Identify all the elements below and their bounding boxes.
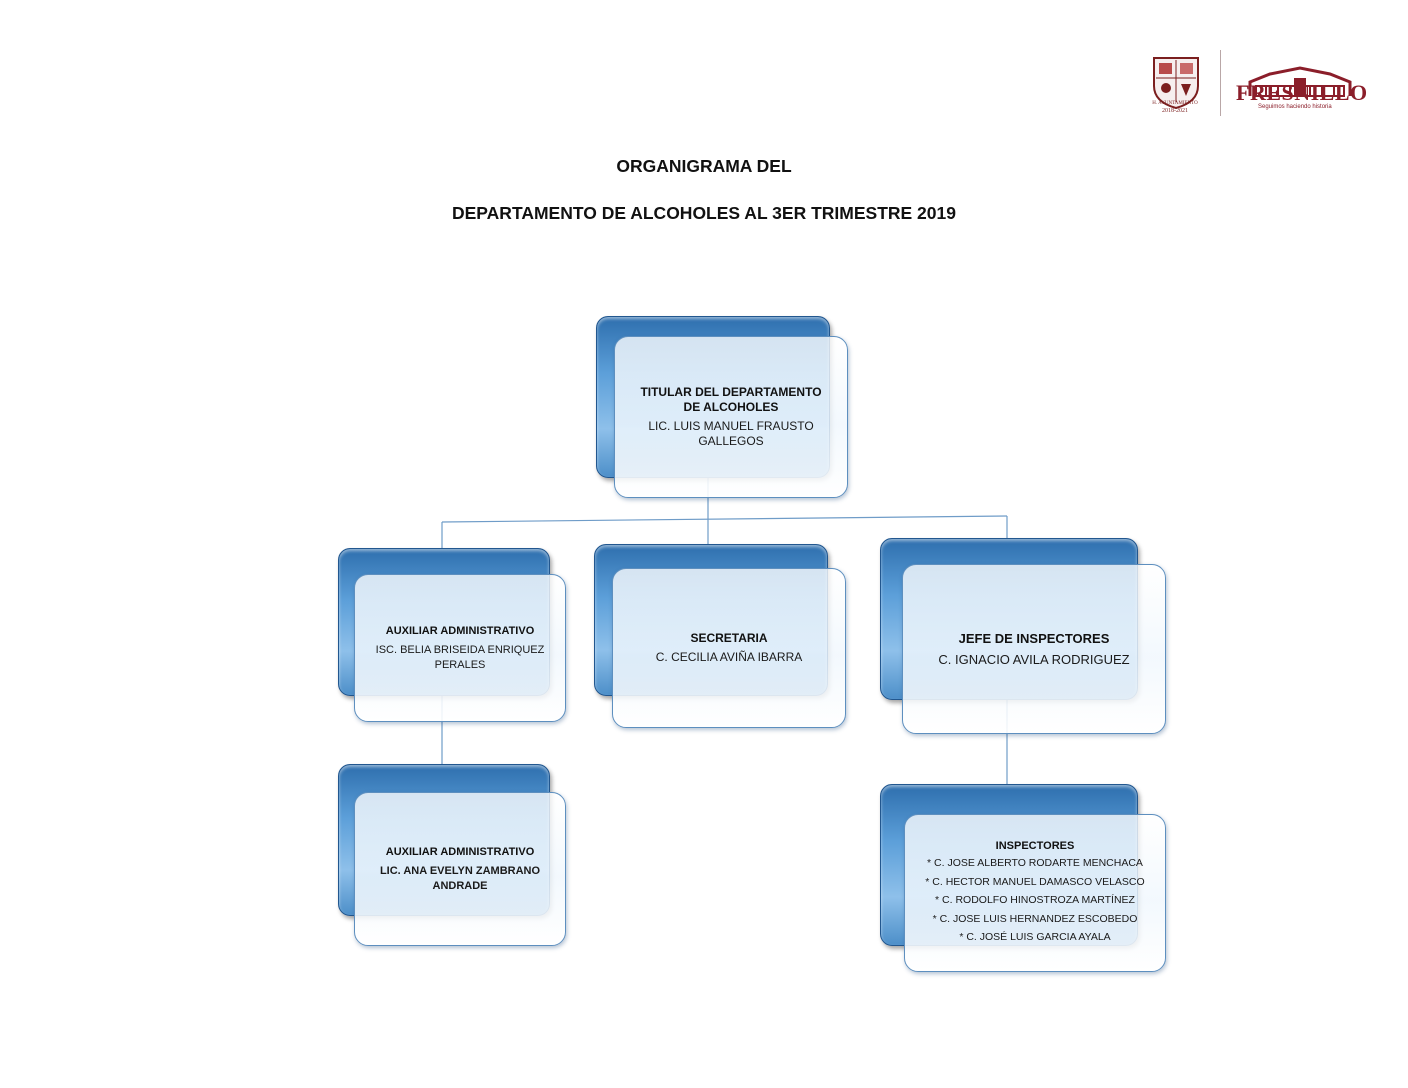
connector-horizontal-bus bbox=[442, 516, 1007, 522]
node-card bbox=[904, 814, 1166, 972]
node-person: C. IGNACIO AVILA RODRIGUEZ bbox=[938, 652, 1130, 667]
node-card bbox=[614, 336, 848, 498]
page-subtitle: DEPARTAMENTO DE ALCOHOLES AL 3ER TRIMESTRE 2019 bbox=[451, 203, 956, 223]
node-role: JEFE DE INSPECTORES bbox=[958, 631, 1110, 646]
node-person: C. CECILIA AVIÑA IBARRA bbox=[655, 650, 803, 664]
node-person: LIC. LUIS MANUEL FRAUSTO GALLEGOS bbox=[648, 419, 814, 448]
node-card bbox=[354, 792, 566, 946]
brand-tagline: Seguimos haciendo historia bbox=[1258, 104, 1332, 110]
node-card bbox=[902, 564, 1166, 734]
node-role: TITULAR DEL DEPARTAMENTO DE ALCOHOLES bbox=[640, 385, 822, 414]
page-title: ORGANIGRAMA DEL bbox=[616, 156, 792, 176]
inspector-member: * C. JOSE ALBERTO RODARTE MENCHACA bbox=[927, 857, 1143, 870]
seal-years: 2018-2021 bbox=[1162, 108, 1188, 114]
node-role: SECRETARIA bbox=[690, 631, 768, 645]
inspector-member: * C. RODOLFO HINOSTROZA MARTÍNEZ bbox=[935, 894, 1135, 907]
inspector-member: * C. JOSÉ LUIS GARCIA AYALA bbox=[959, 931, 1111, 944]
node-person: LIC. ANA EVELYN ZAMBRANO ANDRADE bbox=[379, 864, 541, 892]
node-role: AUXILIAR ADMINISTRATIVO bbox=[385, 845, 535, 858]
node-person: ISC. BELIA BRISEIDA ENRIQUEZ PERALES bbox=[375, 643, 545, 671]
brand-name: FRESNILLO bbox=[1236, 80, 1368, 105]
node-card bbox=[354, 574, 566, 722]
inspector-member: * C. JOSE LUIS HERNANDEZ ESCOBEDO bbox=[932, 912, 1138, 925]
inspector-member: * C. HECTOR MANUEL DAMASCO VELASCO bbox=[925, 875, 1145, 888]
node-role: AUXILIAR ADMINISTRATIVO bbox=[385, 624, 535, 637]
node-card bbox=[612, 568, 846, 728]
seal-caption: H. AYUNTAMIENTO bbox=[1152, 101, 1198, 106]
node-role: INSPECTORES bbox=[995, 840, 1075, 853]
